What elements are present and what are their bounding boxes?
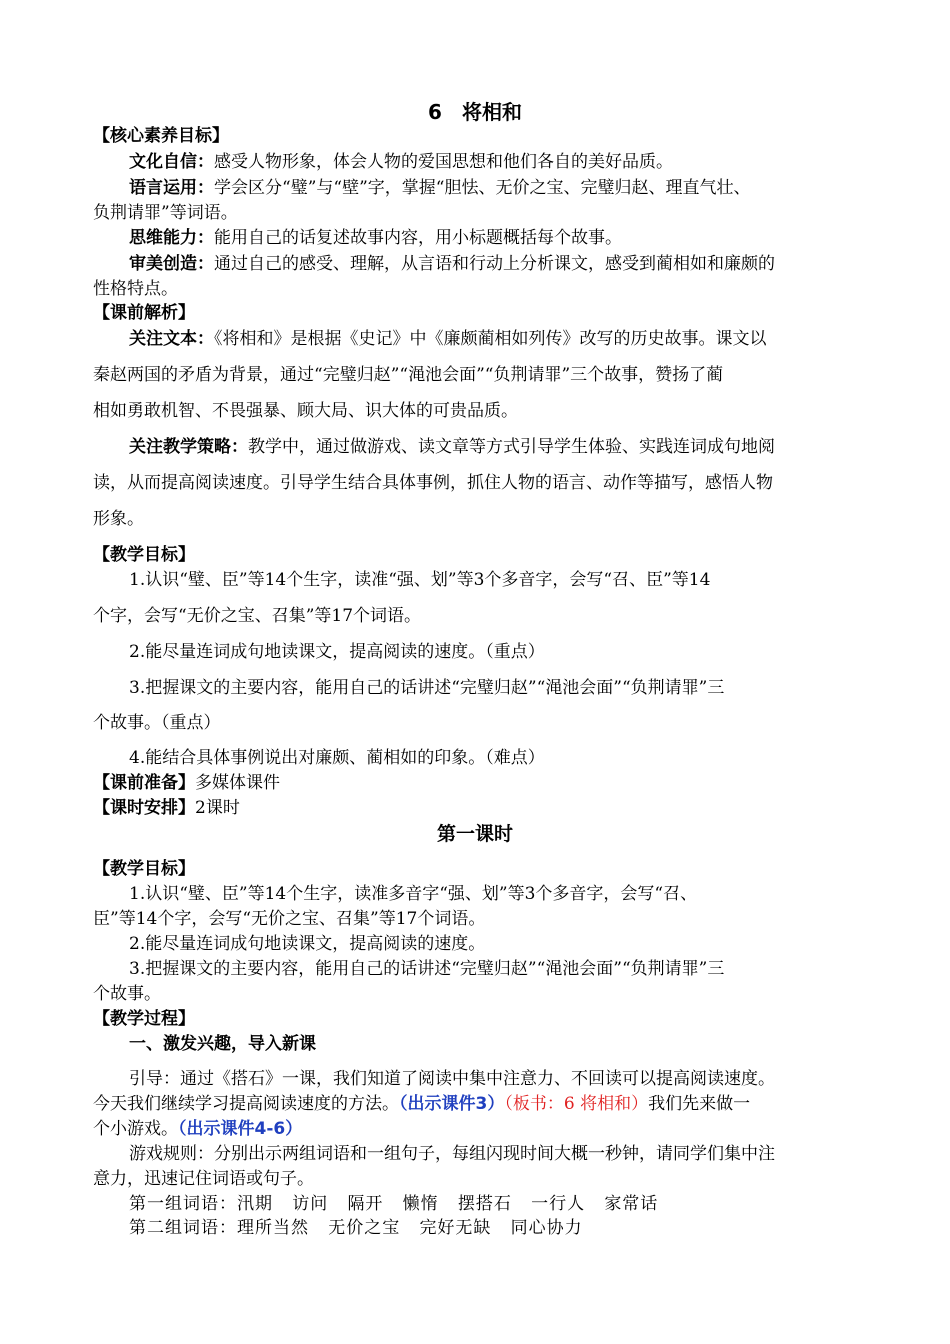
step-title: 一、激发兴趣，导入新课 <box>129 1034 316 1054</box>
goal-language-cont: 负荆请罪”等词语。 <box>93 203 238 223</box>
analysis-text-line-2: 秦赵两国的矛盾为背景，通过“完璧归赵”“渑池会面”“负荆请罪”三个故事，赞扬了蔺 <box>93 365 724 385</box>
rules-line-1: 游戏规则：分别出示两组词语和一组句子，每组闪现时间大概一秒钟，请同学们集中注 <box>129 1144 775 1164</box>
page-title: 6 将相和 <box>428 100 522 124</box>
courseware-note: （出示课件3） <box>399 1094 505 1114</box>
teaching-goal-line: 4.能结合具体事例说出对廉颇、蔺相如的印象。（难点） <box>129 748 545 768</box>
analysis-strategy-line-2: 读，从而提高阅读速度。引导学生结合具体事例，抓住人物的语言、动作等描写，感悟人物 <box>93 473 773 493</box>
courseware-note: （出示课件4-6） <box>178 1119 303 1139</box>
intro-line-2: 今天我们继续学习提高阅读速度的方法。（出示课件3）（板书：6 将相和）我们先来做一 <box>93 1094 751 1114</box>
preparation-line: 【课前准备】多媒体课件 <box>93 773 280 793</box>
schedule-line: 【课时安排】2课时 <box>93 798 240 818</box>
lesson-goal-line: 2.能尽量连词成句地读课文，提高阅读的速度。 <box>129 934 486 954</box>
intro-line-3: 个小游戏。（出示课件4-6） <box>93 1119 303 1139</box>
analysis-text-line-3: 相如勇敢机智、不畏强暴、顾大局、识大体的可贵品质。 <box>93 401 518 421</box>
goal-aesthetic-cont: 性格特点。 <box>93 279 178 299</box>
rules-line-2: 意力，迅速记住词语或句子。 <box>93 1169 314 1189</box>
teaching-goal-line: 3.把握课文的主要内容，能用自己的话讲述“完璧归赵”“渑池会面”“负荆请罪”三 <box>129 678 725 698</box>
lesson-goal-line: 个故事。 <box>93 984 161 1004</box>
teaching-goal-line: 个字，会写“无价之宝、召集”等17个词语。 <box>93 606 422 626</box>
teaching-goal-line: 个故事。（重点） <box>93 713 221 733</box>
word-group-1: 第一组词语：汛期 访问 隔开 懒惰 摆搭石 一行人 家常话 <box>129 1194 659 1214</box>
lesson-title: 第一课时 <box>436 823 513 845</box>
process-heading: 【教学过程】 <box>93 1009 195 1029</box>
section-heading-core-goals: 【核心素养目标】 <box>93 126 229 146</box>
goal-thinking: 思维能力：能用自己的话复述故事内容，用小标题概括每个故事。 <box>129 228 622 248</box>
lesson-goals-heading: 【教学目标】 <box>93 859 195 879</box>
lesson-goal-line: 3.把握课文的主要内容，能用自己的话讲述“完璧归赵”“渑池会面”“负荆请罪”三 <box>129 959 725 979</box>
analysis-strategy-line-1: 关注教学策略：教学中，通过做游戏、读文章等方式引导学生体验、实践连词成句地阅 <box>129 437 775 457</box>
goal-aesthetic: 审美创造：通过自己的感受、理解，从言语和行动上分析课文，感受到蔺相如和廉颇的 <box>129 254 775 274</box>
board-note: （板书：6 将相和） <box>504 1094 649 1114</box>
analysis-strategy-line-3: 形象。 <box>93 509 144 529</box>
goal-language: 语言运用：学会区分“璧”与“壁”字，掌握“胆怯、无价之宝、完璧归赵、理直气壮、 <box>129 178 751 198</box>
section-heading-analysis: 【课前解析】 <box>93 303 195 323</box>
teaching-goal-line: 1.认识“璧、臣”等14个生字，读准“强、划”等3个多音字，会写“召、臣”等14 <box>129 570 711 590</box>
intro-line-1: 引导：通过《搭石》一课，我们知道了阅读中集中注意力、不回读可以提高阅读速度。 <box>129 1069 775 1089</box>
goal-culture: 文化自信：感受人物形象，体会人物的爱国思想和他们各自的美好品质。 <box>129 152 673 172</box>
lesson-goal-line: 臣”等14个字，会写“无价之宝、召集”等17个词语。 <box>93 909 486 929</box>
lesson-goal-line: 1.认识“璧、臣”等14个生字，读准多音字“强、划”等3个多音字，会写“召、 <box>129 884 698 904</box>
teaching-goal-line: 2.能尽量连词成句地读课文，提高阅读的速度。（重点） <box>129 642 545 662</box>
section-heading-teaching-goals: 【教学目标】 <box>93 545 195 565</box>
word-group-2: 第二组词语：理所当然 无价之宝 完好无缺 同心协力 <box>129 1218 583 1238</box>
analysis-text-line-1: 关注文本：《将相和》是根据《史记》中《廉颇蔺相如列传》改写的历史故事。课文以 <box>129 329 767 349</box>
